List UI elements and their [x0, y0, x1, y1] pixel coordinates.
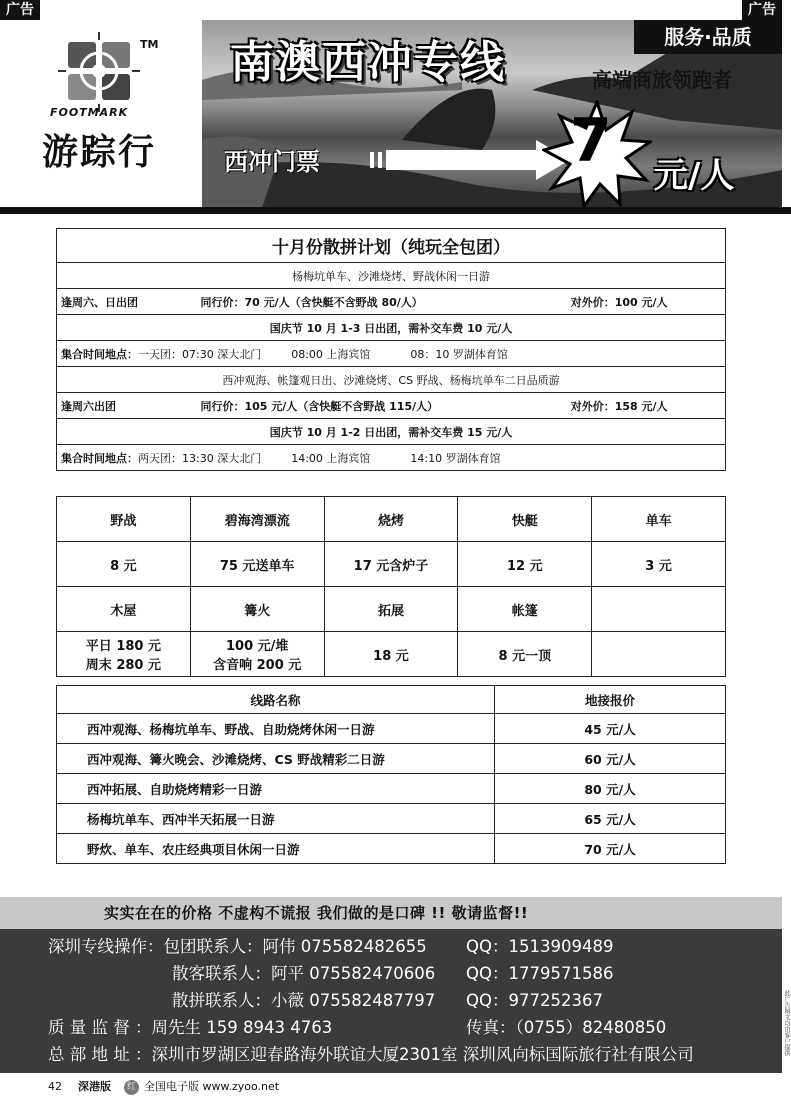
- tour1-peer-price: 同行价：70 元/人（含快艇不含野战 80/人）: [197, 289, 567, 315]
- plan-title: 十月份散拼计划（纯玩全包团）: [57, 229, 726, 263]
- route-price: 60 元/人: [495, 744, 726, 774]
- price-value: 17 元含炉子: [324, 542, 458, 587]
- tour1-public-price: 对外价：100 元/人: [567, 289, 726, 315]
- activity-price-table: [56, 496, 726, 677]
- price-header: 快艇: [458, 497, 592, 542]
- cabin-weekend: 周末 280 元: [85, 658, 161, 673]
- price-value: 8 元: [57, 542, 191, 587]
- fax-number: 传真：（0755）82480850: [466, 1018, 667, 1037]
- contact-qq-3: QQ：977252367: [466, 991, 603, 1010]
- side-note: 此广告图文均由客户提供: [783, 990, 790, 1056]
- ticket-label: 西冲门票: [224, 148, 320, 176]
- price-value: 3 元: [592, 542, 726, 587]
- route-price: 70 元/人: [495, 834, 726, 864]
- tour1-meeting: [57, 341, 726, 367]
- route-name: 西冲观海、杨梅坑单车、野战、自助烧烤休闲一日游: [57, 714, 495, 744]
- tour2-holiday: 国庆节 10 月 1-2 日出团，需补交车费 15 元/人: [57, 419, 726, 445]
- tour2-schedule: 逢周六出团: [57, 393, 197, 419]
- page-number: 42: [48, 1080, 62, 1093]
- price-header: 单车: [592, 497, 726, 542]
- ad-tag-left: 广告: [0, 0, 40, 20]
- ticket-price: 7: [570, 106, 612, 176]
- ticket-unit: 元/人: [654, 156, 735, 196]
- header-divider: [0, 207, 791, 214]
- tour1-holiday: 国庆节 10 月 1-3 日出团，需补交车费 10 元/人: [57, 315, 726, 341]
- service-quality-badge: 服务·品质: [634, 20, 782, 54]
- route-price: 80 元/人: [495, 774, 726, 804]
- tour1-desc: 杨梅坑单车、沙滩烧烤、野战休闲一日游: [57, 263, 726, 289]
- tour2-meet-2: 14:00 上海宾馆: [291, 451, 371, 465]
- price-value: 75 元送单车: [190, 542, 324, 587]
- route-quote-table: [56, 685, 726, 864]
- tour1-meet-label: 集合时间地点：: [61, 347, 138, 361]
- price-header: 篝火: [190, 587, 324, 632]
- tent-price: 8 元一顶: [458, 632, 592, 677]
- tour2-public-price: 对外价：158 元/人: [567, 393, 726, 419]
- slogan-bar: 实实在在的价格 不虚构不谎报 我们做的是口碑 !! 敬请监督!!: [0, 897, 782, 929]
- tour2-meet-3: 14:10 罗湖体育馆: [410, 451, 501, 465]
- contact-line-1: 深圳专线操作：包团联系人：阿伟 075582482655: [48, 937, 427, 956]
- header-banner: [202, 20, 782, 208]
- october-tour-plan-table: [56, 228, 726, 471]
- route-name: 西冲观海、篝火晚会、沙滩烧烤、CS 野战精彩二日游: [57, 744, 495, 774]
- tour2-meeting: [57, 445, 726, 471]
- price-value: 12 元: [458, 542, 592, 587]
- route-name-header: 线路名称: [57, 686, 495, 714]
- brand-name-en: FOOTMARK: [50, 106, 129, 119]
- price-header: 碧海湾漂流: [190, 497, 324, 542]
- edition-badge-icon: 红: [124, 1080, 139, 1095]
- cabin-price: [57, 632, 191, 677]
- empty-cell: [592, 632, 726, 677]
- banner-tagline: 高端商旅领跑者: [592, 68, 732, 92]
- bonfire-line-2: 含音响 200 元: [213, 658, 302, 673]
- tour2-peer-price: 同行价：105 元/人（含快艇不含野战 115/人）: [197, 393, 567, 419]
- bonfire-line-1: 100 元/堆: [225, 639, 289, 654]
- brand-logo: [6, 20, 202, 202]
- trademark-mark: TM: [140, 38, 159, 51]
- contact-panel: [0, 929, 782, 1073]
- route-price: 45 元/人: [495, 714, 726, 744]
- expand-price: 18 元: [324, 632, 458, 677]
- route-name: 野炊、单车、农庄经典项目休闲一日游: [57, 834, 495, 864]
- price-header: 木屋: [57, 587, 191, 632]
- banner-title: 南澳西冲专线: [230, 37, 506, 88]
- route-price: 65 元/人: [495, 804, 726, 834]
- route-price-header: 地接报价: [495, 686, 726, 714]
- route-name: 杨梅坑单车、西冲半天拓展一日游: [57, 804, 495, 834]
- tour1-schedule: 逢周六、日出团: [57, 289, 197, 315]
- page-footer: [0, 1074, 791, 1100]
- tour1-meet-1: 一天团：07:30 深大北门: [138, 347, 262, 361]
- price-header: 拓展: [324, 587, 458, 632]
- contact-qq-2: QQ：1779571586: [466, 964, 614, 983]
- contact-line-2: 散客联系人：阿平 075582470606: [172, 964, 436, 983]
- price-header-empty: [592, 587, 726, 632]
- tour2-meet-1: 两天团：13:30 深大北门: [138, 451, 262, 465]
- route-name: 西冲拓展、自助烧烤精彩一日游: [57, 774, 495, 804]
- price-header: 烧烤: [324, 497, 458, 542]
- table-row: [57, 804, 726, 834]
- table-row: [57, 744, 726, 774]
- tour1-meet-2: 08:00 上海宾馆: [291, 347, 371, 361]
- tour2-meet-label: 集合时间地点：: [61, 451, 138, 465]
- price-header: 野战: [57, 497, 191, 542]
- hq-address: 总 部 地 址 ：深圳市罗湖区迎春路海外联谊大厦2301室 深圳风向标国际旅行社有限公司: [48, 1045, 694, 1064]
- quality-supervisor: 质 量 监 督 ：周先生 159 8943 4763: [48, 1018, 333, 1037]
- ad-tag-right: 广告: [742, 0, 782, 20]
- bonfire-price: [190, 632, 324, 677]
- tour1-meet-3: 08：10 罗湖体育馆: [410, 347, 508, 361]
- table-row: [57, 774, 726, 804]
- site-url[interactable]: 全国电子版 www.zyoo.net: [144, 1080, 280, 1093]
- arrow-right-icon: [370, 140, 570, 180]
- table-row: [57, 714, 726, 744]
- table-row: [57, 834, 726, 864]
- price-header: 帐篷: [458, 587, 592, 632]
- contact-qq-1: QQ：1513909489: [466, 937, 614, 956]
- cabin-weekday: 平日 180 元: [85, 639, 161, 654]
- edition-label: 深港版: [78, 1080, 111, 1093]
- brand-name-cn: 游踪行: [42, 132, 157, 173]
- contact-line-3: 散拼联系人：小薇 075582487797: [172, 991, 436, 1010]
- tour2-desc: 西冲观海、帐篷观日出、沙滩烧烤、CS 野战、杨梅坑单车二日品质游: [57, 367, 726, 393]
